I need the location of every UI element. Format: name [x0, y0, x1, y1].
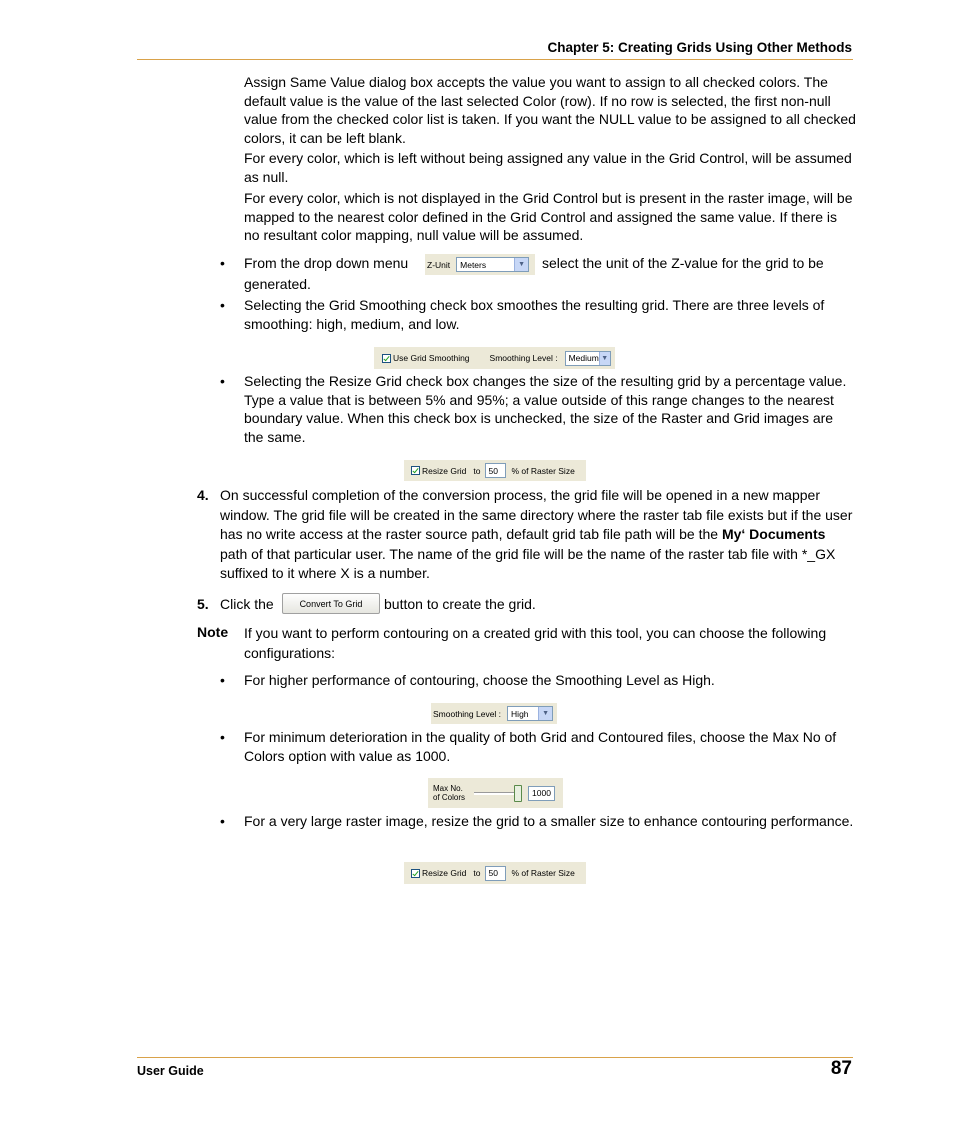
max-colors-input[interactable]: 1000	[528, 786, 555, 801]
max-colors-label-line2: of Colors	[433, 793, 466, 802]
chevron-down-icon[interactable]: ▼	[599, 352, 610, 365]
step-4-text	[220, 486, 856, 584]
resize-suffix-label: % of Raster Size	[511, 868, 575, 878]
smoothing-level-dropdown[interactable]	[507, 706, 553, 721]
bullet-zunit-text-post-a: select the unit of the Z-value for the grid to be	[542, 255, 824, 271]
page-number: 87	[830, 1058, 852, 1079]
chapter-header: Chapter 5: Creating Grids Using Other Methods	[547, 40, 852, 55]
zunit-dropdown[interactable]	[456, 257, 529, 272]
smoothing-level-dropdown[interactable]	[565, 351, 611, 366]
slider-thumb[interactable]	[514, 785, 522, 802]
resize-grid-widget	[404, 862, 586, 884]
bullet-marker: •	[220, 813, 225, 829]
zunit-label: Z-Unit	[427, 259, 451, 270]
smoothing-level-label: Smoothing Level :	[433, 708, 502, 719]
smoothing-widget	[374, 347, 615, 369]
bullet-marker: •	[220, 729, 225, 745]
step-5-text-pre: Click the	[220, 596, 274, 612]
use-grid-smoothing-checkbox[interactable]	[382, 354, 391, 363]
resize-grid-label: Resize Grid	[422, 465, 467, 476]
smoothing-level-label: Smoothing Level :	[489, 353, 558, 363]
bullet-resize-text: Selecting the Resize Grid check box changes the size of the resulting grid by a percentage value. Type a value that is between 5% and 95%; a value outside of this range changes to the nearest boundary value. When this check box is unchecked, the size of the Raster and Grid images are the same.	[244, 373, 847, 445]
use-grid-smoothing-label: Use Grid Smoothing	[393, 353, 470, 363]
resize-grid-checkbox[interactable]	[411, 466, 420, 475]
smoothing-level-value: High	[511, 708, 529, 719]
paragraph-null-assumed: For every color, which is left without being assigned any value in the Grid Control, will be assumed as null.	[244, 150, 852, 185]
note-text: If you want to perform contouring on a created grid with this tool, you can choose the following configurations:	[244, 625, 827, 661]
max-colors-slider[interactable]	[474, 785, 522, 801]
resize-suffix-label: % of Raster Size	[511, 465, 575, 476]
max-colors-label-line1: Max No.	[433, 784, 463, 793]
step-5-text-post: button to create the grid.	[384, 596, 536, 612]
max-colors-widget	[428, 778, 563, 808]
paragraph-nearest-color: For every color, which is not displayed in the Grid Control but is present in the raster image, will be mapped to the nearest color defined in the Grid Control and assigned the same value. If there is no resultant color mapping, null value will be assumed.	[244, 190, 853, 243]
resize-to-label: to	[473, 465, 481, 476]
footer-guide-label: User Guide	[137, 1064, 204, 1078]
footer-rule	[137, 1057, 853, 1058]
bullet-smoothing-text: Selecting the Grid Smoothing check box smoothes the resulting grid. There are three levels of smoothing: high, medium, and low.	[244, 297, 825, 332]
step-4-bold: My‘ Documents	[721, 526, 826, 542]
bullet-marker: •	[220, 373, 225, 389]
bullet-marker: •	[220, 672, 225, 688]
paragraph-assign-same-value: Assign Same Value dialog box accepts the value you want to assign to all checked colors. The default value is the value of the last selected Color (row). If no row is selected, the first non-null value from the checked color list is taken. If you want the NULL value to be assigned to all checked colors, it can be left blank.	[244, 74, 856, 146]
step-4-text-a: On successful completion of the conversion process, the grid file will be opened in a new mapper window. The grid file will be created in the same directory where the raster tab file exists but if the user has no write access at the raster source path, default grid tab file path will be the	[220, 487, 853, 542]
resize-grid-checkbox[interactable]	[411, 869, 420, 878]
resize-grid-widget	[404, 460, 586, 481]
resize-percent-input[interactable]: 50	[485, 866, 506, 881]
bullet-zunit-text-post-b: generated.	[244, 276, 311, 292]
resize-percent-input[interactable]: 50	[485, 463, 506, 478]
smoothing-level-value: Medium	[568, 353, 599, 363]
chevron-down-icon[interactable]: ▼	[538, 707, 552, 720]
note-bullet-max-colors-text: For minimum deterioration in the quality of both Grid and Contoured files, choose the Max No of Colors option with value as 1000.	[244, 729, 837, 764]
max-colors-label	[433, 784, 465, 802]
note-label: Note	[197, 624, 229, 640]
step-5-number: 5.	[197, 596, 209, 612]
header-rule	[137, 59, 853, 60]
smoothing-high-widget	[431, 703, 557, 724]
bullet-marker: •	[220, 297, 225, 313]
chevron-down-icon[interactable]: ▼	[514, 258, 528, 271]
zunit-value: Meters	[460, 259, 487, 270]
convert-to-grid-button[interactable]: Convert To Grid	[282, 593, 380, 614]
note-bullet-resize-text: For a very large raster image, resize the grid to a smaller size to enhance contouring performance.	[244, 813, 854, 829]
note-bullet-high-text: For higher performance of contouring, choose the Smoothing Level as High.	[244, 672, 715, 688]
bullet-zunit-text-pre: From the drop down menu	[244, 255, 409, 271]
step-4-text-b: path of that particular user. The name of the grid file will be the name of the raster tab file with *_GX suffixed to it where X is a number.	[220, 545, 836, 581]
step-4-number: 4.	[197, 487, 209, 503]
bullet-marker: •	[220, 255, 225, 271]
zunit-widget	[425, 254, 535, 275]
resize-to-label: to	[473, 868, 481, 878]
resize-grid-label: Resize Grid	[422, 868, 467, 878]
